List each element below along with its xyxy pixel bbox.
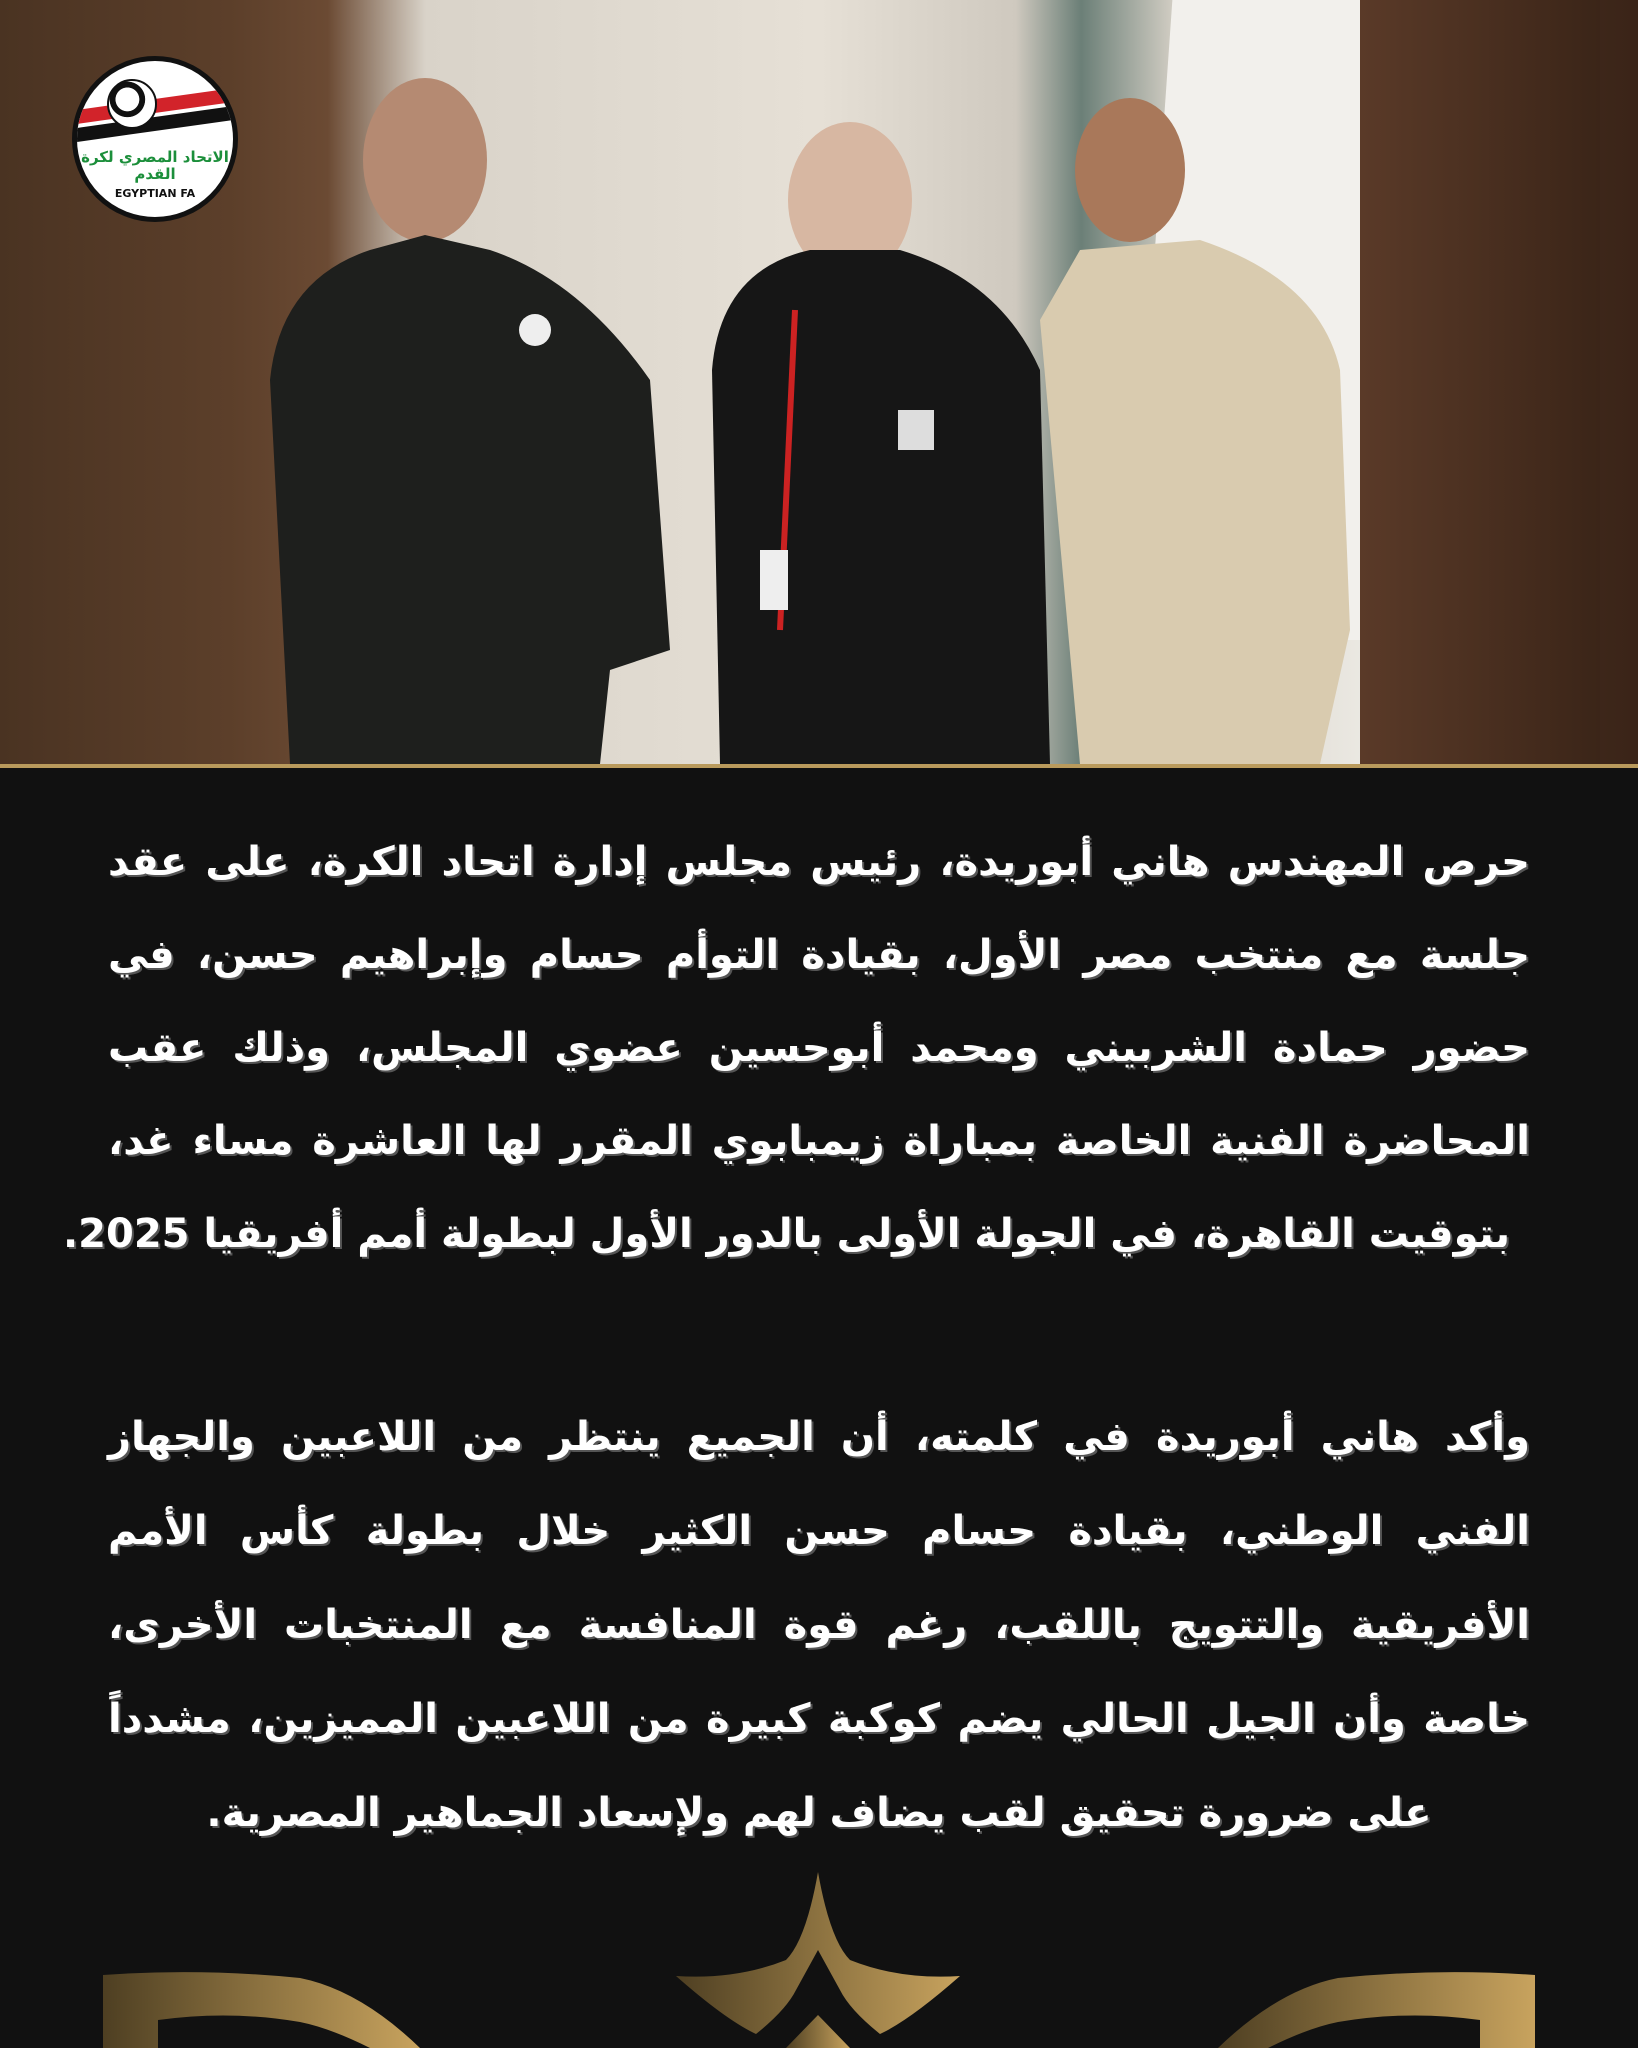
egyptian-fa-logo: [72, 56, 238, 222]
text-line: على ضرورة تحقيق لقب يضاف لهم ولإسعاد الجماهير المصرية.: [206, 1790, 1432, 1836]
text-line: بتوقيت القاهرة، في الجولة الأولى بالدور الأول لبطولة أمم أفريقيا 2025.: [62, 1211, 1510, 1257]
person-left: [250, 50, 680, 764]
text-line: المحاضرة الفنية الخاصة بمباراة زيمبابوي المقرر لها العاشرة مساء غد،: [108, 1118, 1530, 1164]
text-line: الأفريقية والتتويج باللقب، رغم قوة المنافسة مع المنتخبات الأخرى،: [108, 1602, 1530, 1648]
paragraph-2: [108, 1407, 1530, 1843]
text-line: الفني الوطني، بقيادة حسام حسن الكثير خلال بطولة كأس الأمم: [108, 1508, 1530, 1554]
person-middle: [700, 110, 1060, 764]
paragraph-1: [62, 832, 1530, 1264]
text-line: خاصة وأن الجيل الحالي يضم كوكبة كبيرة من اللاعبين المميزين، مشدداً: [108, 1696, 1530, 1742]
logo-arabic-text: الاتحاد المصري لكرة القدم: [81, 148, 229, 183]
gold-ornament: [0, 1850, 1638, 2048]
text-line: جلسة مع منتخب مصر الأول، بقيادة التوأم حسام وإبراهيم حسن، في: [108, 932, 1530, 978]
header-photo: [0, 0, 1638, 764]
divider: [0, 764, 1638, 768]
person-right: [1020, 70, 1390, 764]
logo-english-text: EGYPTIAN FA: [114, 187, 196, 200]
soccer-ball-icon: [107, 79, 157, 129]
door: [1360, 0, 1600, 764]
text-line: حضور حمادة الشربيني ومحمد أبوحسين عضوي المجلس، وذلك عقب: [108, 1025, 1530, 1071]
text-line: وأكد هاني أبوريدة في كلمته، أن الجميع ينتظر من اللاعبين والجهاز: [108, 1414, 1530, 1460]
text-line: حرص المهندس هاني أبوريدة، رئيس مجلس إدارة اتحاد الكرة، على عقد: [108, 839, 1530, 885]
